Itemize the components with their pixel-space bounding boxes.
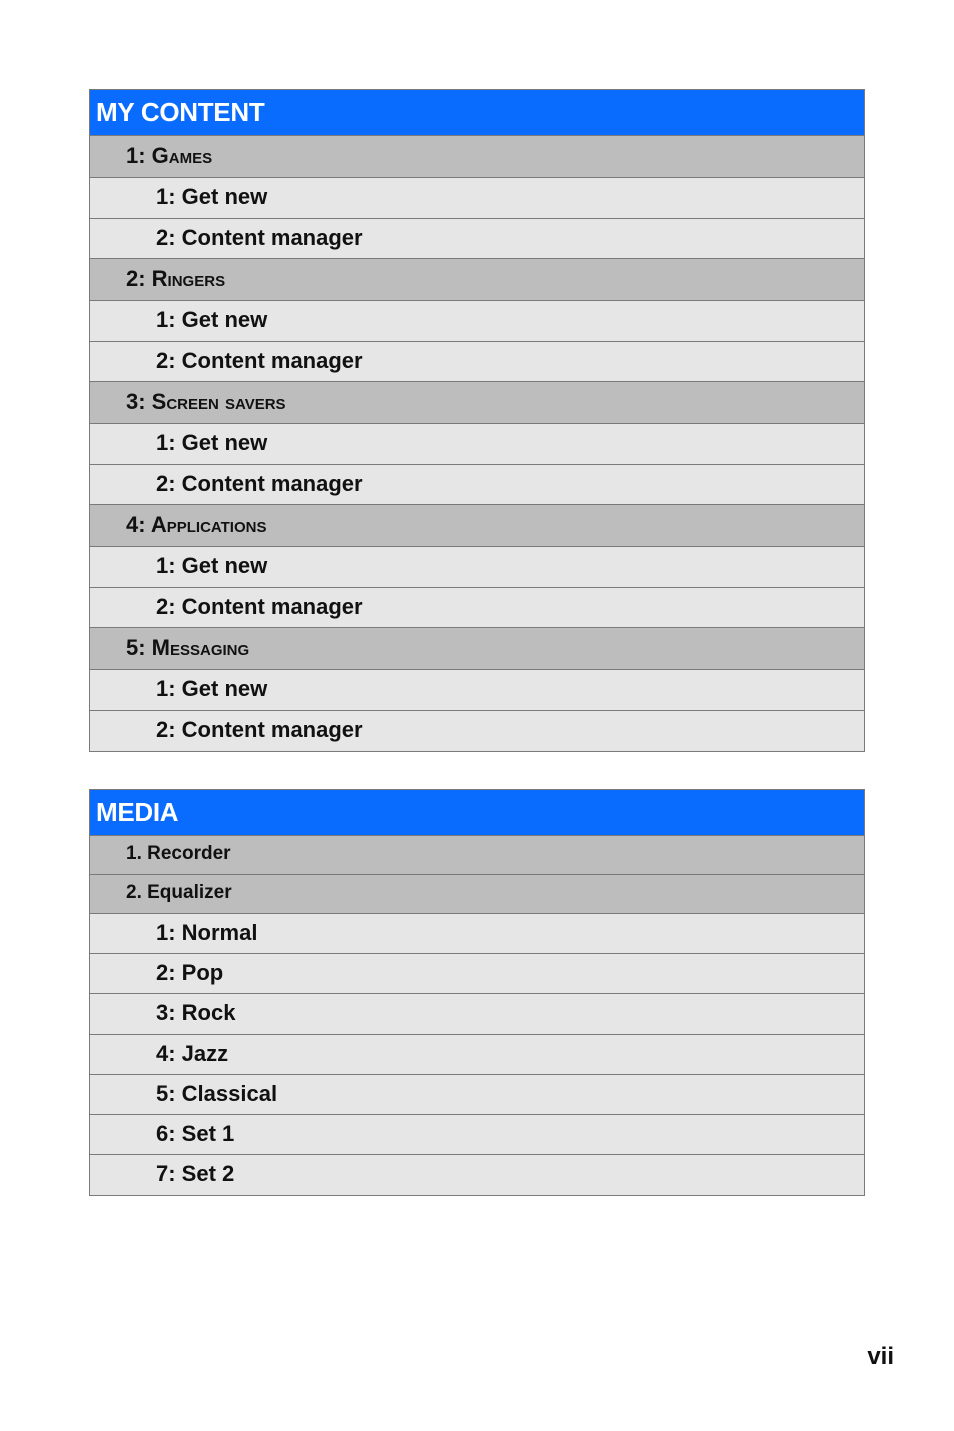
menu-item-ringers-get-new: 1: Get new <box>90 301 864 342</box>
menu-item-games-content-manager: 2: Content manager <box>90 219 864 260</box>
menu-item-screen-savers-content-manager: 2: Content manager <box>90 465 864 506</box>
menu-item-equalizer-jazz: 4: Jazz <box>90 1035 864 1075</box>
menu-section-equalizer: 2. Equalizer <box>90 875 864 914</box>
menu-item-equalizer-normal: 1: Normal <box>90 914 864 954</box>
menu-item-screen-savers-get-new: 1: Get new <box>90 424 864 465</box>
menu-item-ringers-content-manager: 2: Content manager <box>90 342 864 383</box>
menu-section-applications: 4: Applications <box>90 505 864 547</box>
menu-item-messaging-get-new: 1: Get new <box>90 670 864 711</box>
menu-item-equalizer-rock: 3: Rock <box>90 994 864 1034</box>
menu-item-applications-get-new: 1: Get new <box>90 547 864 588</box>
menu-item-applications-content-manager: 2: Content manager <box>90 588 864 629</box>
my-content-table <box>89 89 865 752</box>
menu-section-ringers: 2: Ringers <box>90 259 864 301</box>
menu-section-games: 1: Games <box>90 136 864 178</box>
page-number: vii <box>867 1343 894 1370</box>
media-title: MEDIA <box>90 790 864 836</box>
menu-item-equalizer-set-2: 7: Set 2 <box>90 1155 864 1195</box>
menu-section-screen-savers: 3: Screen savers <box>90 382 864 424</box>
menu-item-equalizer-set-1: 6: Set 1 <box>90 1115 864 1155</box>
media-table <box>89 789 865 1196</box>
menu-item-messaging-content-manager: 2: Content manager <box>90 711 864 752</box>
menu-item-games-get-new: 1: Get new <box>90 178 864 219</box>
menu-section-recorder: 1. Recorder <box>90 836 864 875</box>
menu-section-messaging: 5: Messaging <box>90 628 864 670</box>
my-content-title: MY CONTENT <box>90 90 864 136</box>
menu-item-equalizer-pop: 2: Pop <box>90 954 864 994</box>
menu-item-equalizer-classical: 5: Classical <box>90 1075 864 1115</box>
